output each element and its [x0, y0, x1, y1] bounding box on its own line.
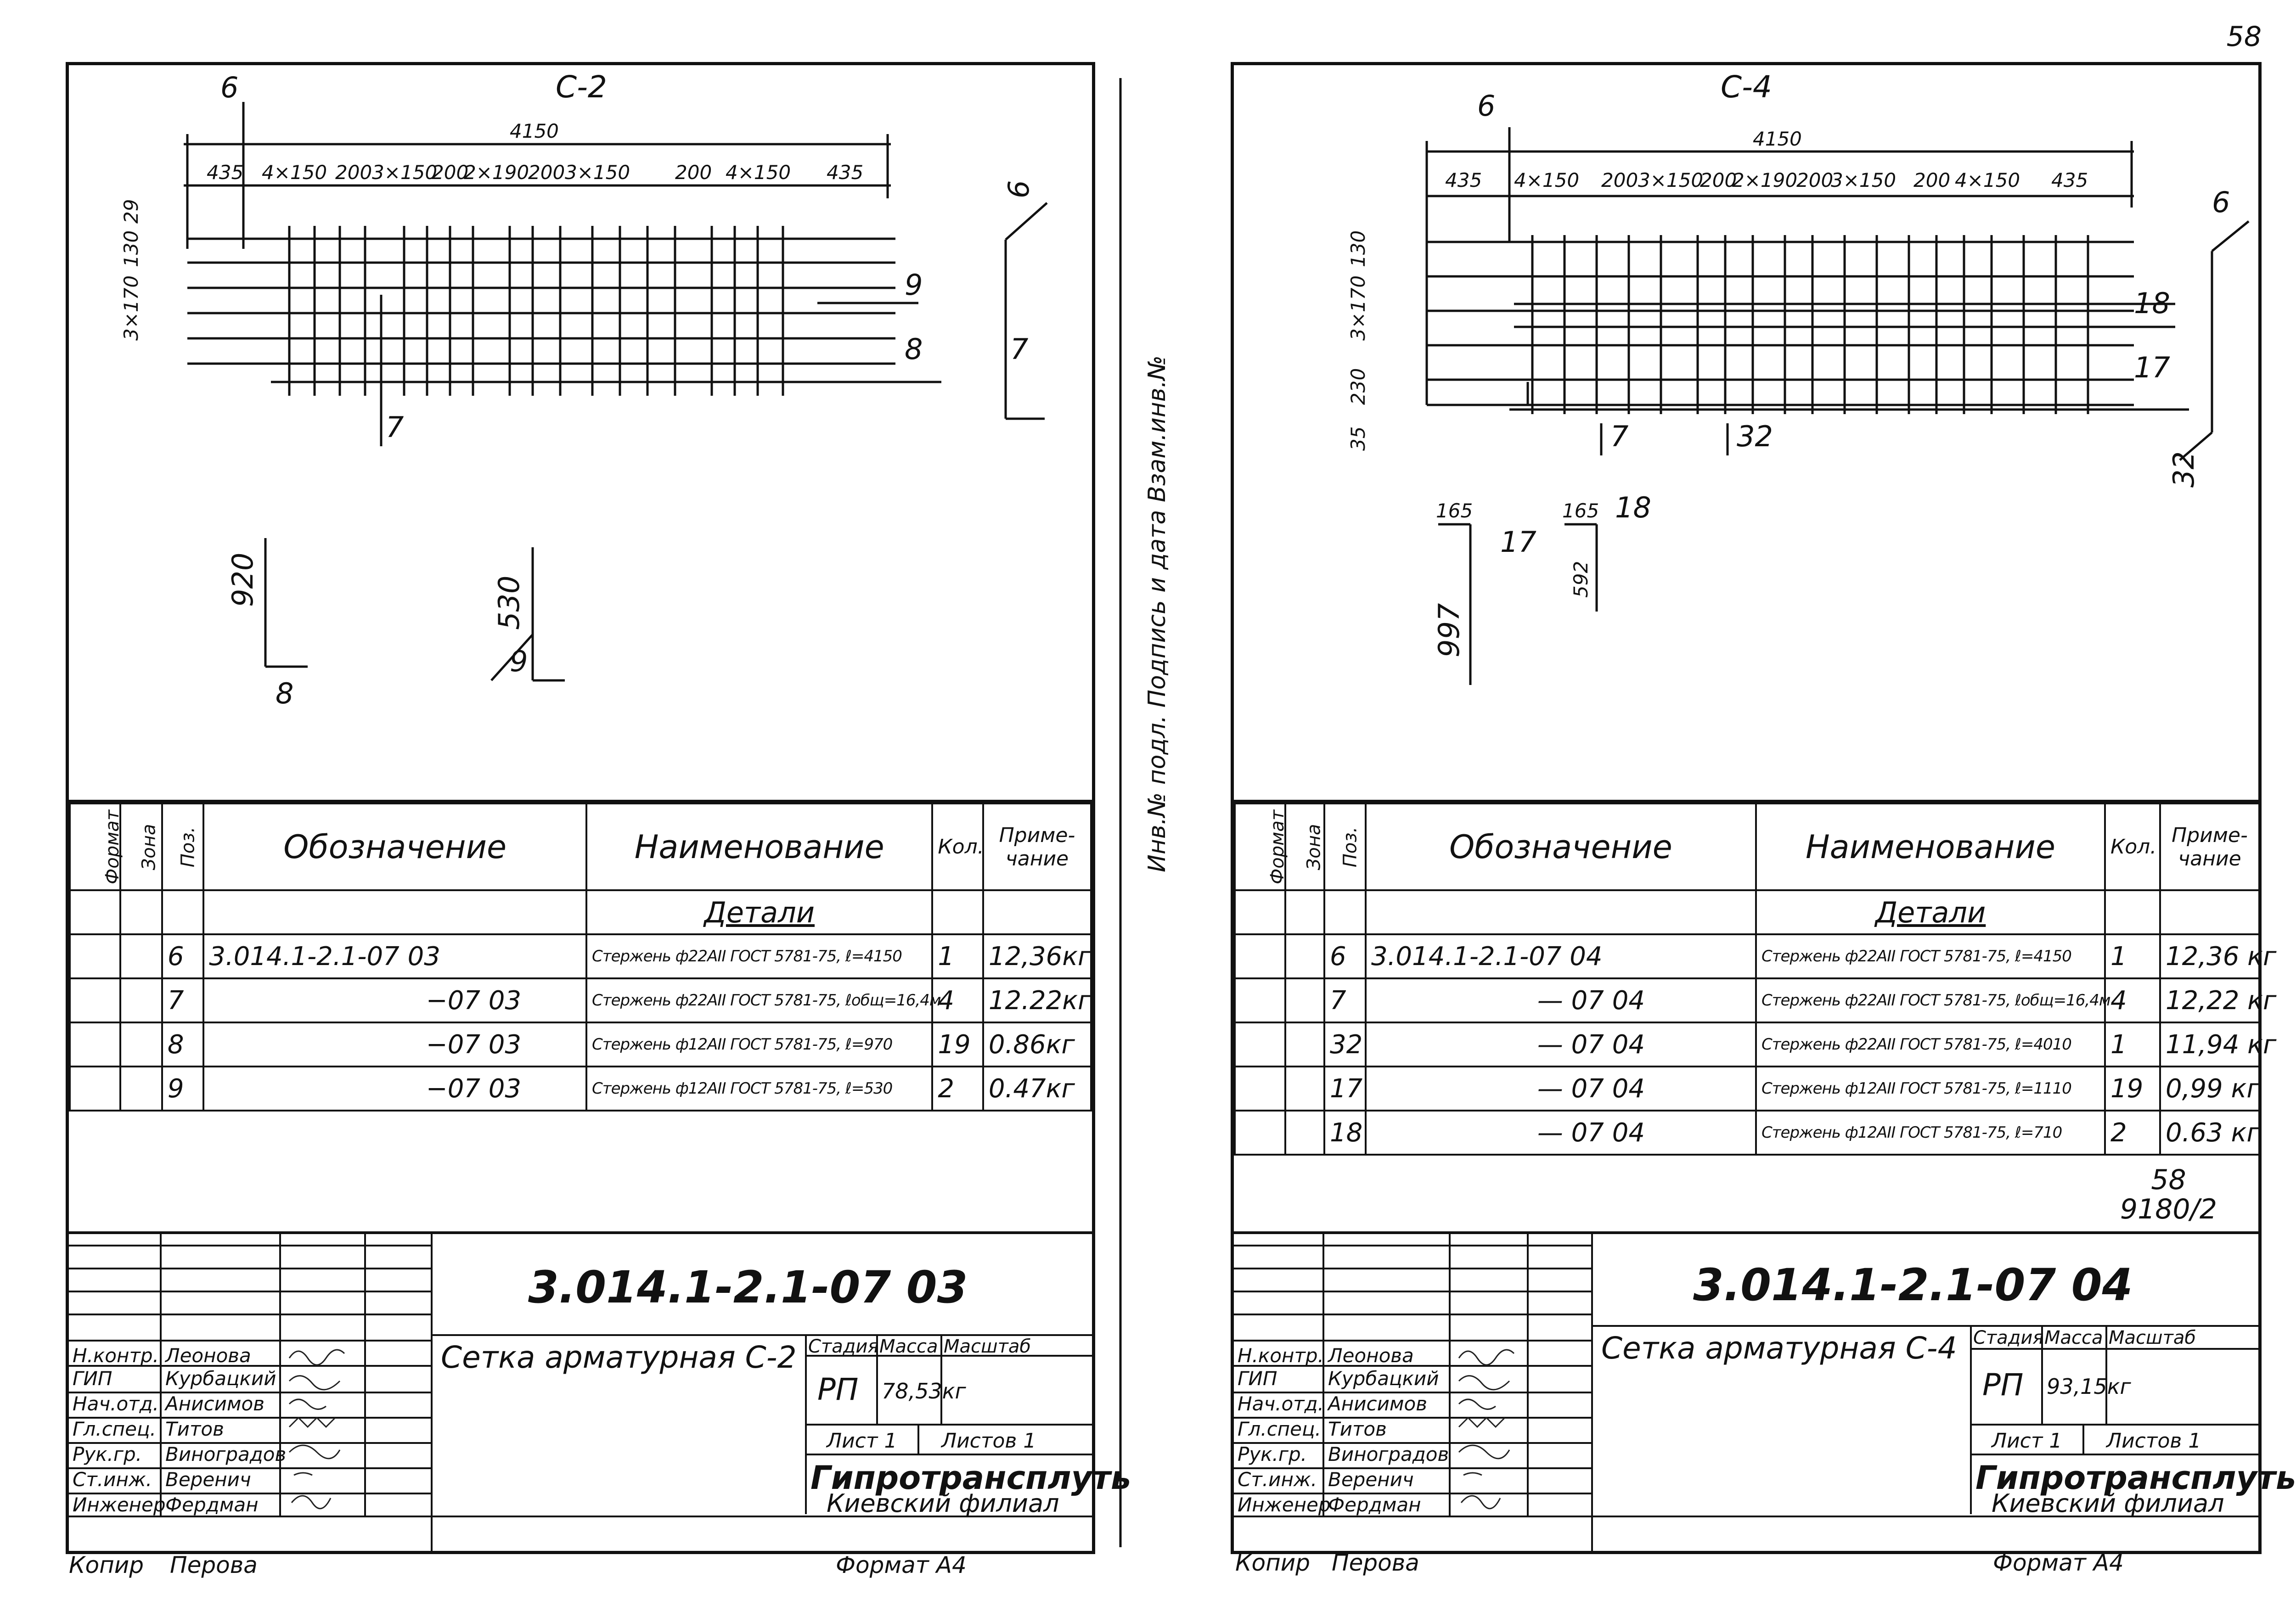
section-label-bottom-c2: 7	[1010, 332, 1029, 366]
height-dim-c4-2: 3×170	[1347, 275, 1369, 341]
staff-name: Титов	[1328, 1418, 1387, 1440]
vertical-stamp-text: Инв.№ подл. Подпись и дата Взам.инв.№	[1143, 355, 1171, 872]
sheet-label-c2: Лист 1	[827, 1429, 897, 1453]
row-name: Стержень ф22АII ГОСТ 5781-75, ℓобщ=16,4м	[1756, 978, 2105, 1022]
bar-mark-c4-18: 18	[1615, 491, 1651, 524]
copier-label-left: Копир	[69, 1552, 144, 1578]
row-code: −07 03	[203, 978, 586, 1022]
mesh-title-c4: С-4	[1721, 69, 1772, 105]
staff-name: Леонова	[165, 1344, 251, 1367]
stamp-stage-header: Стадия	[1973, 1327, 2044, 1348]
row-qty: 4	[932, 978, 983, 1022]
mark-c4-7: 7	[1610, 420, 1629, 453]
dim-c2-4: 200	[432, 161, 469, 184]
role-label: Рук.гр.	[1238, 1443, 1307, 1465]
row-name: Стержень ф22АII ГОСТ 5781-75, ℓобщ=16,4м	[586, 978, 932, 1022]
row-name: Стержень ф22АII ГОСТ 5781-75, ℓ=4150	[1756, 934, 2105, 978]
bar-mark-c4-17: 17	[1500, 525, 1536, 559]
mesh-drawing-svg-c4	[1234, 65, 2258, 800]
row-pos: 17	[1324, 1067, 1366, 1111]
format-label-left: Формат А4	[836, 1552, 967, 1578]
row-note: 0.47кг	[983, 1067, 1091, 1111]
section-row	[70, 890, 1091, 934]
row-note: 0.63 кг	[2160, 1111, 2259, 1155]
row-name: Стержень ф12АII ГОСТ 5781-75, ℓ=710	[1756, 1111, 2105, 1155]
copier-name-left: Перова	[170, 1552, 258, 1578]
height-dim-c4-0: 35	[1347, 426, 1369, 451]
stamp-stage-header: Стадия	[808, 1336, 879, 1357]
section-title-details: Детали	[1756, 890, 2105, 934]
mark-c2-8: 8	[905, 332, 923, 366]
col-note: Приме- чание	[983, 803, 1091, 890]
sheet-number-note	[2120, 1165, 2217, 1224]
bar-hook-c4-17: 165	[1436, 500, 1473, 522]
document-code-c2: 3.014.1-2.1-07 03	[528, 1262, 968, 1313]
organization-branch-c4: Киевский филиал	[1992, 1489, 2224, 1518]
row-note: 12,22 кг	[2160, 978, 2259, 1022]
row-qty: 1	[932, 934, 983, 978]
table-row	[1235, 1067, 2259, 1111]
sheet-number-top: 58	[2151, 1164, 2186, 1196]
staff-name: Фердман	[1328, 1493, 1421, 1516]
role-label: Н.контр.	[73, 1344, 159, 1367]
col-zone: Зона	[138, 824, 160, 870]
stamp-scale-header: Масштаб	[2109, 1327, 2196, 1348]
row-pos: 7	[162, 978, 203, 1022]
staff-name: Виноградов	[1328, 1443, 1449, 1465]
dim-c4-8: 200	[1913, 169, 1951, 191]
col-qty: Кол.	[2105, 803, 2160, 890]
binding-line	[1116, 78, 1125, 1547]
row-pos: 32	[1324, 1022, 1366, 1067]
col-name: Наименование	[1756, 803, 2105, 890]
dim-c4-10: 435	[2051, 169, 2088, 191]
dim-c2-10: 435	[827, 161, 864, 184]
mesh-drawing-c2	[69, 65, 1092, 800]
row-code: 3.014.1-2.1-07 03	[203, 934, 586, 978]
mark-c2-7: 7	[386, 410, 404, 444]
role-label: Ст.инж.	[73, 1468, 152, 1491]
bar-hook-c4-18: 165	[1562, 500, 1599, 522]
section-label-c4: 6	[2212, 185, 2230, 219]
document-name-c4: Сетка арматурная С-4	[1601, 1331, 1957, 1366]
staff-name: Курбацкий	[165, 1367, 276, 1390]
dim-c2-6: 200	[528, 161, 565, 184]
mass-value-c2: 78,53кг	[882, 1379, 966, 1404]
mark-c2-9: 9	[905, 268, 923, 302]
mass-value-c4: 93,15кг	[2047, 1374, 2131, 1399]
row-qty: 1	[2105, 1022, 2160, 1067]
organization-name-c4: Гипротрансплуть	[1975, 1459, 2296, 1497]
copier-label-right: Копир	[1235, 1549, 1311, 1576]
stamp-mass-header: Масса	[879, 1336, 938, 1357]
row-name: Стержень ф22АII ГОСТ 5781-75, ℓ=4150	[586, 934, 932, 978]
height-dim-c2-0: 3×170	[120, 275, 142, 341]
row-qty: 1	[2105, 934, 2160, 978]
section-title-details: Детали	[586, 890, 932, 934]
document-code-c4: 3.014.1-2.1-07 04	[1693, 1259, 2133, 1311]
mark-c4-32: 32	[1737, 420, 1773, 453]
row-qty: 19	[932, 1022, 983, 1067]
row-qty: 2	[932, 1067, 983, 1111]
row-note: 11,94 кг	[2160, 1022, 2259, 1067]
table-row	[1235, 1111, 2259, 1155]
dim-c4-6: 200	[1796, 169, 1834, 191]
document-name-c2: Сетка арматурная С-2	[441, 1340, 797, 1375]
staff-name: Леонова	[1328, 1344, 1414, 1367]
mesh-drawing-svg-c2	[69, 65, 1092, 800]
spec-header-row	[70, 803, 1091, 890]
mark-c4-17: 17	[2134, 351, 2170, 384]
col-name: Наименование	[586, 803, 932, 890]
dim-c4-3: 3×150	[1638, 169, 1704, 191]
role-label: Ст.инж.	[1238, 1468, 1317, 1491]
staff-name: Веренич	[1328, 1468, 1414, 1491]
row-name: Стержень ф12АII ГОСТ 5781-75, ℓ=970	[586, 1022, 932, 1067]
table-row	[1235, 934, 2259, 978]
height-dim-c2-2: 29	[120, 199, 142, 224]
overall-dim-c4: 4150	[1753, 128, 1802, 150]
table-row	[1235, 1022, 2259, 1067]
dim-c4-0: 435	[1445, 169, 1482, 191]
organization-name-c2: Гипротрансплуть	[810, 1459, 1131, 1497]
staff-name: Анисимов	[1328, 1392, 1428, 1415]
row-name: Стержень ф12АII ГОСТ 5781-75, ℓ=1110	[1756, 1067, 2105, 1111]
sheet-label-c4: Лист 1	[1992, 1429, 2062, 1453]
role-label: Рук.гр.	[73, 1443, 142, 1465]
row-code: −07 03	[203, 1022, 586, 1067]
row-qty: 19	[2105, 1067, 2160, 1111]
table-row	[70, 978, 1091, 1022]
title-block-c4	[1234, 1231, 2296, 1551]
staff-name: Курбацкий	[1328, 1367, 1439, 1390]
row-code: — 07 04	[1366, 1111, 1756, 1155]
mark-c4-18: 18	[2134, 286, 2170, 320]
mesh-drawing-c4	[1234, 65, 2258, 800]
dim-c4-5: 2×190	[1732, 169, 1798, 191]
role-label: Инженер	[1238, 1493, 1331, 1516]
dim-c2-0: 435	[207, 161, 244, 184]
role-label: ГИП	[1238, 1367, 1277, 1390]
dim-c2-1: 4×150	[262, 161, 327, 184]
dim-c2-3: 3×150	[372, 161, 438, 184]
dim-c4-7: 3×150	[1831, 169, 1896, 191]
table-row	[70, 1022, 1091, 1067]
col-qty: Кол.	[932, 803, 983, 890]
col-zone: Зона	[1303, 824, 1325, 870]
bar-length-c4-18: 592	[1570, 561, 1592, 598]
dim-c4-2: 200	[1601, 169, 1638, 191]
row-pos: 9	[162, 1067, 203, 1111]
table-row	[1235, 978, 2259, 1022]
col-format: Формат	[1267, 809, 1289, 884]
row-note: 12,36 кг	[2160, 934, 2259, 978]
row-qty: 2	[2105, 1111, 2160, 1155]
staff-name: Виноградов	[165, 1443, 287, 1465]
col-format: Формат	[102, 809, 124, 884]
staff-name: Фердман	[165, 1493, 259, 1516]
row-name: Стержень ф12АII ГОСТ 5781-75, ℓ=530	[586, 1067, 932, 1111]
role-label: ГИП	[73, 1367, 113, 1390]
stamp-scale-header: Масштаб	[944, 1336, 1031, 1357]
col-designation: Обозначение	[1366, 803, 1756, 890]
mesh-title-c2: С-2	[556, 69, 607, 105]
role-label: Инженер	[73, 1493, 166, 1516]
table-row	[70, 1067, 1091, 1111]
specification-table-c2	[69, 800, 1092, 1112]
stage-value-c2: РП	[817, 1372, 859, 1407]
organization-branch-c2: Киевский филиал	[827, 1489, 1059, 1518]
spec-header-row	[1235, 803, 2259, 890]
sheets-label-c4: Листов 1	[2106, 1429, 2201, 1453]
drawing-sheet-c4	[1231, 62, 2296, 1554]
copier-name-right: Перова	[1332, 1549, 1419, 1576]
dim-c2-8: 200	[675, 161, 712, 184]
row-pos: 18	[1324, 1111, 1366, 1155]
dim-c4-4: 200	[1700, 169, 1737, 191]
row-pos: 6	[162, 934, 203, 978]
section-label-bottom-c4: 32	[2167, 451, 2200, 488]
dim-c2-5: 2×190	[464, 161, 529, 184]
section-row	[1235, 890, 2259, 934]
drawing-sheet-c2	[66, 62, 1131, 1554]
signature-scribbles-c2	[285, 1344, 363, 1514]
section-label-c2: 6	[1002, 180, 1035, 198]
col-note: Приме- чание	[2160, 803, 2259, 890]
row-pos: 6	[1324, 934, 1366, 978]
row-code: — 07 04	[1366, 1067, 1756, 1111]
title-block-c2	[69, 1231, 1131, 1551]
row-note: 0,99 кг	[2160, 1067, 2259, 1111]
stage-value-c4: РП	[1982, 1367, 2024, 1403]
row-qty: 4	[2105, 978, 2160, 1022]
bar-mark-c2-8: 8	[276, 677, 294, 710]
dim-c2-9: 4×150	[726, 161, 791, 184]
row-pos: 7	[1324, 978, 1366, 1022]
col-pos: Поз.	[177, 826, 199, 867]
role-label: Нач.отд.	[73, 1392, 159, 1415]
staff-name: Титов	[165, 1418, 224, 1440]
row-note: 12.22кг	[983, 978, 1091, 1022]
mark-c4-6: 6	[1477, 89, 1496, 123]
col-designation: Обозначение	[203, 803, 586, 890]
bar-length-c2-8: 920	[226, 552, 259, 607]
page-number: 58	[2226, 21, 2262, 53]
bar-length-c4-17: 997	[1432, 603, 1466, 657]
height-dim-c4-1: 230	[1347, 368, 1369, 405]
signature-scribbles-c4	[1454, 1344, 1528, 1514]
overall-dim-c2: 4150	[510, 120, 559, 142]
role-label: Гл.спец.	[1238, 1418, 1321, 1440]
bar-length-c2-9: 530	[492, 575, 526, 630]
role-label: Нач.отд.	[1238, 1392, 1324, 1415]
stamp-mass-header: Масса	[2044, 1327, 2103, 1348]
dim-c4-9: 4×150	[1955, 169, 2020, 191]
staff-name: Анисимов	[165, 1392, 265, 1415]
staff-name: Веренич	[165, 1468, 251, 1491]
mark-c2-6: 6	[220, 71, 239, 104]
row-pos: 8	[162, 1022, 203, 1067]
row-note: 0.86кг	[983, 1022, 1091, 1067]
row-code: 3.014.1-2.1-07 04	[1366, 934, 1756, 978]
sheet-number-bottom: 9180/2	[2120, 1193, 2217, 1225]
table-row	[70, 934, 1091, 978]
row-note: 12,36кг	[983, 934, 1091, 978]
format-label-right: Формат А4	[1993, 1549, 2124, 1576]
role-label: Н.контр.	[1238, 1344, 1324, 1367]
bar-mark-c2-9: 9	[510, 645, 528, 678]
height-dim-c2-1: 130	[120, 230, 142, 267]
row-name: Стержень ф22АII ГОСТ 5781-75, ℓ=4010	[1756, 1022, 2105, 1067]
row-code: −07 03	[203, 1067, 586, 1111]
dim-c4-1: 4×150	[1514, 169, 1580, 191]
row-code: — 07 04	[1366, 978, 1756, 1022]
role-label: Гл.спец.	[73, 1418, 156, 1440]
row-code: — 07 04	[1366, 1022, 1756, 1067]
sheets-label-c2: Листов 1	[941, 1429, 1036, 1453]
dim-c2-2: 200	[335, 161, 372, 184]
specification-table-c4	[1234, 800, 2277, 1225]
col-pos: Поз.	[1339, 826, 1361, 867]
height-dim-c4-3: 130	[1347, 230, 1369, 267]
dim-c2-7: 3×150	[565, 161, 630, 184]
